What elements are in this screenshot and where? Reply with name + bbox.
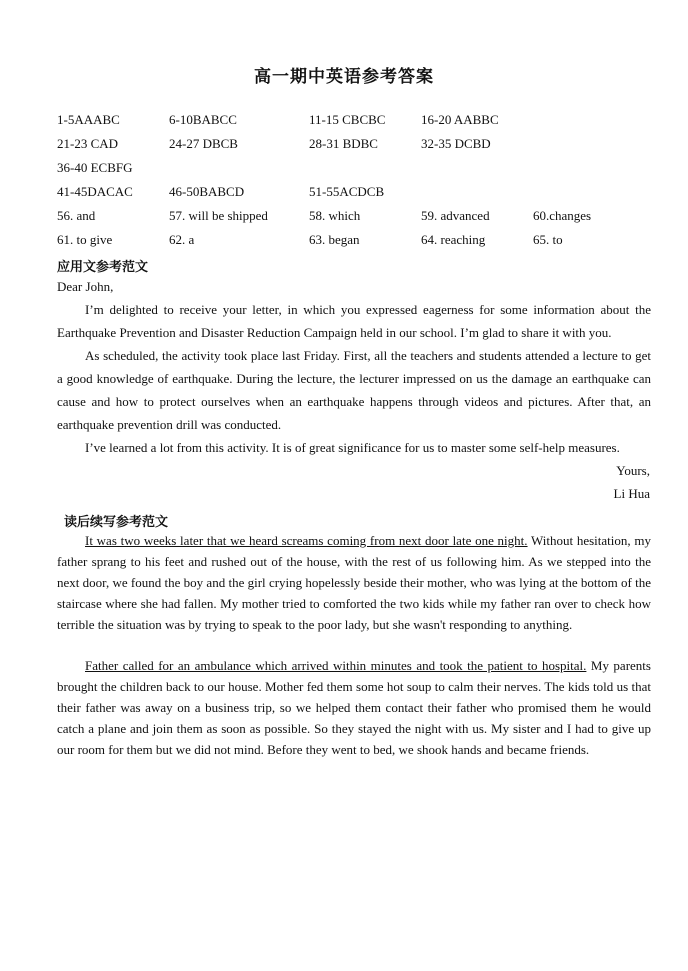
- answer-cell: 62. a: [169, 232, 195, 247]
- letter-heading: 应用文参考范文: [57, 260, 149, 275]
- answer-cell: 63. began: [309, 232, 360, 247]
- answer-cell: 36-40 ECBFG: [57, 160, 133, 175]
- continuation-heading: 读后续写参考范文: [64, 515, 169, 530]
- answer-cell: 16-20 AABBC: [421, 112, 499, 127]
- answer-cell: 28-31 BDBC: [309, 136, 378, 151]
- letter-paragraph: As scheduled, the activity took place last Friday. First, all the teachers and students attended a lecture to get a good knowledge of earthquake. During the lecture, the lecturer impressed on us the damage an earthquake can cause and how to protect ourselves when an earthquake happens through videos and pictures. After that, an earthquake prevention drill was conducted.: [57, 348, 651, 432]
- letter-paragraph: I’ve learned a lot from this activity. It is of great significance for us to master some self-help measures.: [85, 440, 620, 455]
- letter-salutation: Dear John,: [57, 279, 114, 294]
- answer-cell: 6-10BABCC: [169, 112, 237, 127]
- continuation-paragraph: [57, 655, 651, 760]
- answer-cell: 46-50BABCD: [169, 184, 245, 199]
- letter-paragraph: I’m delighted to receive your letter, in which you expressed eagerness for some information about the Earthquake Prevention and Disaster Reduction Campaign held in our school. I’m glad to share it with you.: [57, 302, 651, 340]
- paragraph-text: Without hesitation, my father sprang to his feet and rushed out of the house, with the rest of us following him. As we stepped into the next door, we found the boy and the girl crying hopelessly beside their mother, who was lying at the bottom of the staircase where she had fallen. My mother tried to comforted the two kids while my father ran over to check how terrible the situation was by trying to speak to the poor lady, but she wasn't responding to anything.: [57, 533, 651, 632]
- underlined-sentence: Father called for an ambulance which arrived within minutes and took the patient to hospital.: [85, 658, 587, 673]
- answer-cell: 60.changes: [533, 208, 592, 223]
- page-title: 高一期中英语参考答案: [254, 67, 434, 87]
- answer-cell: 64. reaching: [421, 232, 486, 247]
- underlined-sentence: It was two weeks later that we heard screams coming from next door late one night.: [85, 533, 528, 548]
- letter-closing: Yours,: [616, 463, 650, 478]
- answer-cell: 32-35 DCBD: [421, 136, 491, 151]
- answer-cell: 56. and: [57, 208, 96, 223]
- answer-cell: 61. to give: [57, 232, 113, 247]
- letter-signature: Li Hua: [613, 486, 650, 501]
- paragraph-text: My parents brought the children back to our house. Mother fed them some hot soup to calm their nerves. The kids told us that their father was away on a business trip, so we helped them contact their father who promised them he would catch a plane and join them as soon as possible. So they stayed the night with us. My sister and I had to give up our room for them but we did not mind. Before they went to bed, we shook hands and became friends.: [57, 658, 651, 757]
- answer-cell: 1-5AAABC: [57, 112, 120, 127]
- answer-cell: 11-15 CBCBC: [309, 112, 386, 127]
- answer-cell: 57. will be shipped: [169, 208, 268, 223]
- answer-cell: 21-23 CAD: [57, 136, 119, 151]
- answer-cell: 24-27 DBCB: [169, 136, 238, 151]
- answer-cell: 65. to: [533, 232, 563, 247]
- continuation-paragraph: [57, 530, 651, 635]
- answer-cell: 58. which: [309, 208, 361, 223]
- answer-cell: 59. advanced: [421, 208, 490, 223]
- answer-cell: 51-55ACDCB: [309, 184, 385, 199]
- answer-cell: 41-45DACAC: [57, 184, 133, 199]
